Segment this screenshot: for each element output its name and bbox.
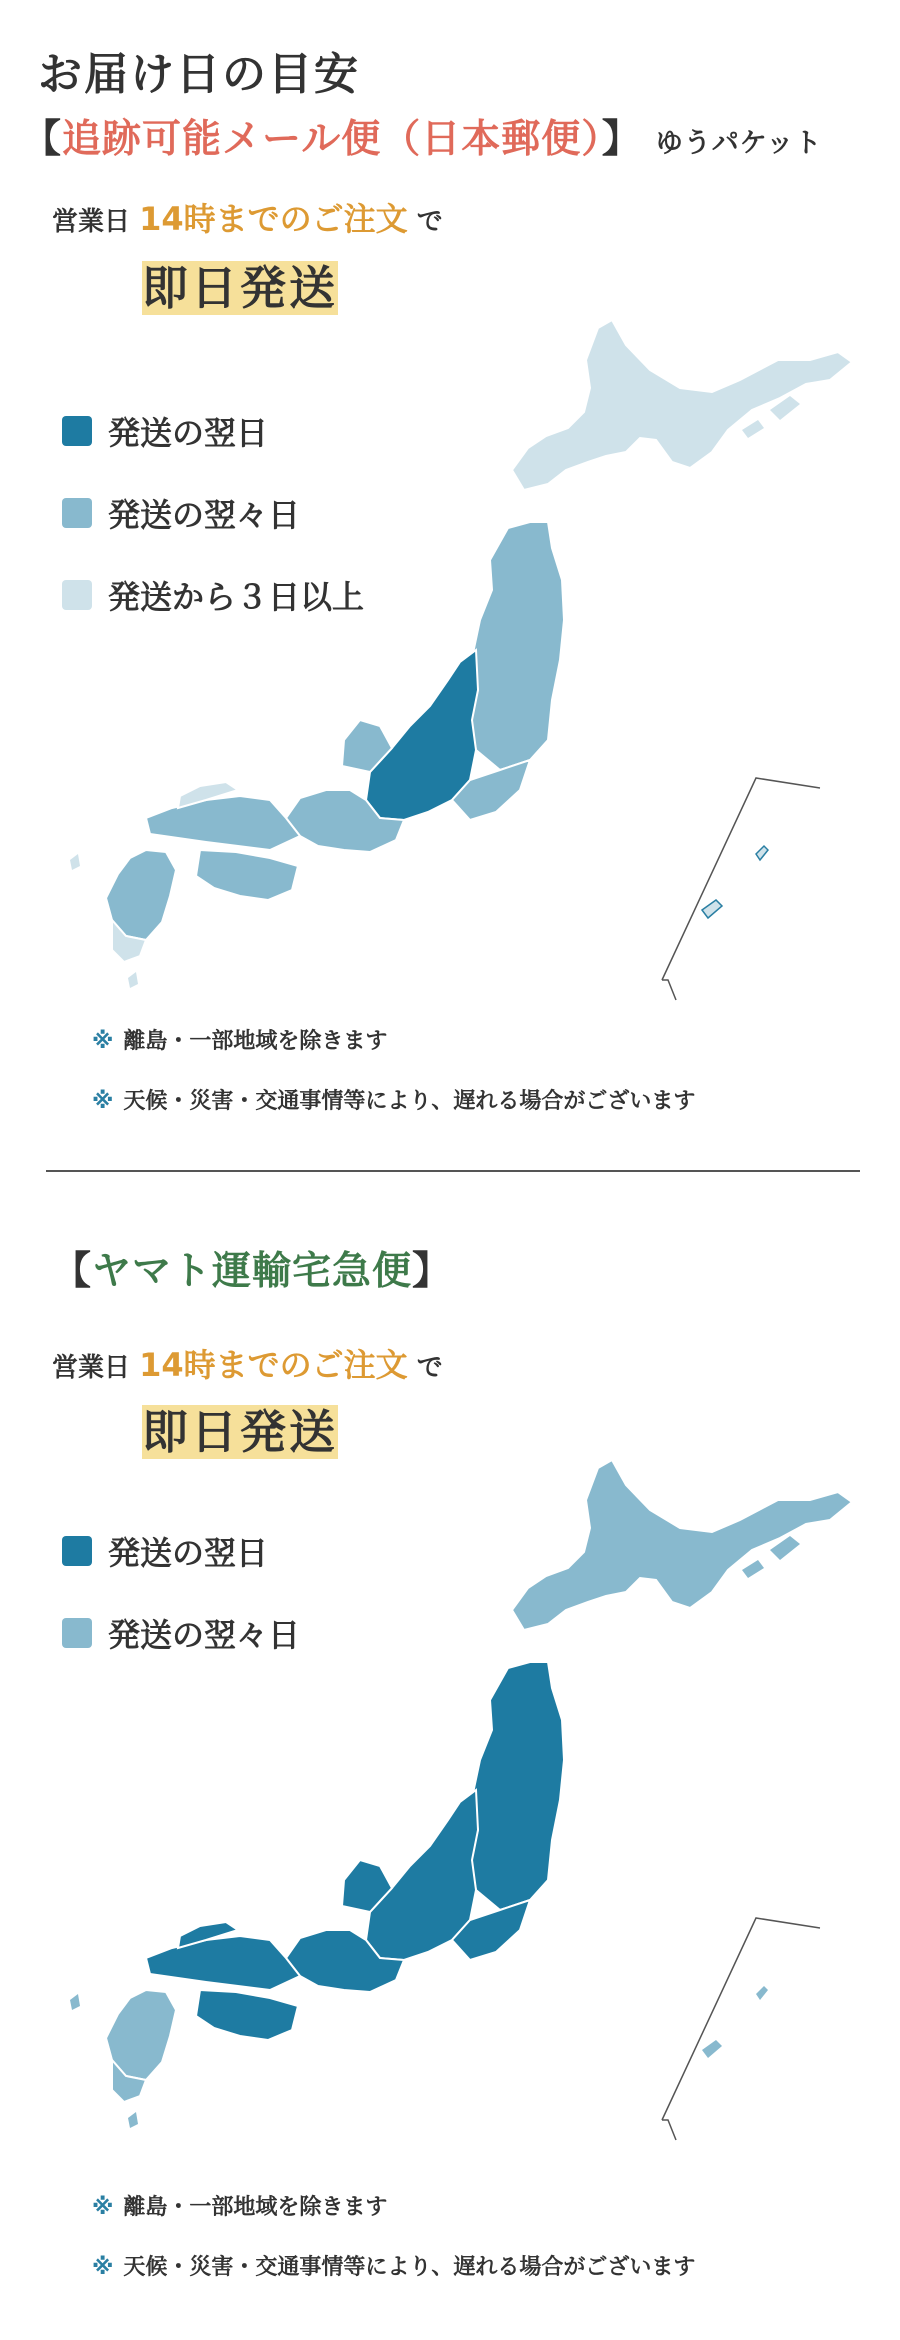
note-text: 離島・一部地域を除きます xyxy=(123,1029,388,1054)
note-remote-islands xyxy=(92,2190,387,2221)
order-suffix: で xyxy=(416,1353,443,1383)
region-shikoku xyxy=(196,850,298,900)
bracket-close: 】 xyxy=(412,1249,453,1294)
note-text: 天候・災害・交通事情等により、遅れる場合がございます xyxy=(123,1089,696,1114)
note-text: 天候・災害・交通事情等により、遅れる場合がございます xyxy=(123,2255,696,2280)
region-hokkaido xyxy=(512,320,852,490)
note-delays xyxy=(92,2250,695,2281)
okinawa-inset-frame xyxy=(662,1918,820,2140)
okinawa-island-2 xyxy=(702,900,722,918)
same-day-text: 即日発送 xyxy=(142,1405,338,1459)
note-mark: ※ xyxy=(92,2255,114,2280)
region-tohoku xyxy=(470,1662,564,1910)
okinawa-island-1 xyxy=(756,846,768,860)
same-day-text: 即日発送 xyxy=(142,261,338,315)
legend-label: 発送の翌々日 xyxy=(108,496,301,534)
carrier-sub: ゆうパケット xyxy=(655,128,823,159)
region-hokkaido xyxy=(512,1460,852,1630)
note-mark: ※ xyxy=(92,1029,114,1054)
okinawa-inset-frame xyxy=(662,778,820,1000)
order-prefix: 営業日 xyxy=(52,1353,131,1383)
legend-label: 発送の翌日 xyxy=(108,1534,269,1572)
note-text: 離島・一部地域を除きます xyxy=(123,2195,388,2220)
note-remote-islands xyxy=(92,1024,387,1055)
order-prefix: 営業日 xyxy=(52,207,131,237)
japan-map-japan-post xyxy=(0,0,900,1000)
bracket-open: 【 xyxy=(52,1249,93,1294)
legend-label: 発送から３日以上 xyxy=(108,578,365,616)
japan-map-yamato xyxy=(0,1140,900,2140)
region-shikoku xyxy=(196,1990,298,2040)
carrier-name: ヤマト運輸宅急便 xyxy=(92,1249,413,1294)
region-tohoku xyxy=(470,522,564,770)
okinawa-island-2 xyxy=(702,2040,722,2058)
region-chugoku xyxy=(146,1936,300,1990)
bracket-close: 】 xyxy=(601,117,642,162)
legend-label: 発送の翌々日 xyxy=(108,1616,301,1654)
note-delays xyxy=(92,1084,695,1115)
order-suffix: で xyxy=(416,207,443,237)
order-highlight: 14時までのご注文 xyxy=(139,200,408,238)
okinawa-island-1 xyxy=(756,1986,768,2000)
carrier-name: 追跡可能メール便（日本郵便） xyxy=(62,117,602,162)
note-mark: ※ xyxy=(92,2195,114,2220)
bracket-open: 【 xyxy=(22,117,63,162)
legend-label: 発送の翌日 xyxy=(108,414,269,452)
order-highlight: 14時までのご注文 xyxy=(139,1346,408,1384)
region-chugoku xyxy=(146,796,300,850)
page-title: お届け日の目安 xyxy=(38,49,360,100)
note-mark: ※ xyxy=(92,1089,114,1114)
